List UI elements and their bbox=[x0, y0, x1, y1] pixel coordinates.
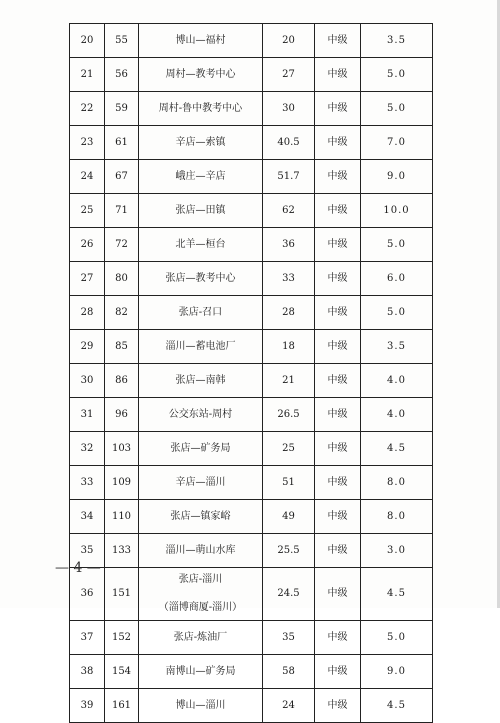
cell-seq: 32 bbox=[70, 432, 105, 466]
cell-seq: 22 bbox=[70, 92, 105, 126]
cell-grade: 中级 bbox=[315, 621, 361, 655]
table-row bbox=[70, 500, 433, 534]
cell-line-number: 85 bbox=[105, 330, 139, 364]
cell-seq: 34 bbox=[70, 500, 105, 534]
cell-grade: 中级 bbox=[315, 24, 361, 58]
route-name-alt: （淄博商厦-淄川） bbox=[158, 602, 243, 613]
table-row bbox=[70, 364, 433, 398]
cell-line-number: 151 bbox=[105, 568, 139, 621]
cell-fare: 7.0 bbox=[361, 126, 433, 160]
cell-line-number: 55 bbox=[105, 24, 139, 58]
cell-route: 公交东站-周村 bbox=[139, 398, 263, 432]
cell-seq: 24 bbox=[70, 160, 105, 194]
cell-line-number: 152 bbox=[105, 621, 139, 655]
table-row bbox=[70, 24, 433, 58]
cell-line-number: 71 bbox=[105, 194, 139, 228]
table-row bbox=[70, 330, 433, 364]
cell-distance: 26.5 bbox=[263, 398, 315, 432]
cell-route: 张店—南韩 bbox=[139, 364, 263, 398]
cell-distance: 51 bbox=[263, 466, 315, 500]
cell-grade: 中级 bbox=[315, 160, 361, 194]
cell-seq: 36 bbox=[70, 568, 105, 621]
cell-distance: 24.5 bbox=[263, 568, 315, 621]
cell-line-number: 154 bbox=[105, 655, 139, 689]
cell-fare: 3.0 bbox=[361, 534, 433, 568]
cell-distance: 33 bbox=[263, 262, 315, 296]
cell-route: 周村-鲁中教考中心 bbox=[139, 92, 263, 126]
cell-line-number: 56 bbox=[105, 58, 139, 92]
cell-distance: 27 bbox=[263, 58, 315, 92]
table-row bbox=[70, 466, 433, 500]
cell-fare: 4.0 bbox=[361, 398, 433, 432]
table-row bbox=[70, 126, 433, 160]
cell-distance: 25.5 bbox=[263, 534, 315, 568]
cell-distance: 24 bbox=[263, 689, 315, 723]
cell-line-number: 161 bbox=[105, 689, 139, 723]
cell-fare: 4.5 bbox=[361, 568, 433, 621]
cell-seq: 26 bbox=[70, 228, 105, 262]
cell-line-number: 86 bbox=[105, 364, 139, 398]
cell-grade: 中级 bbox=[315, 296, 361, 330]
cell-distance: 51.7 bbox=[263, 160, 315, 194]
cell-grade: 中级 bbox=[315, 655, 361, 689]
cell-line-number: 80 bbox=[105, 262, 139, 296]
cell-line-number: 96 bbox=[105, 398, 139, 432]
cell-fare: 3.5 bbox=[361, 330, 433, 364]
cell-route: 张店-召口 bbox=[139, 296, 263, 330]
cell-seq: 28 bbox=[70, 296, 105, 330]
cell-grade: 中级 bbox=[315, 398, 361, 432]
cell-fare: 5.0 bbox=[361, 92, 433, 126]
table-row bbox=[70, 689, 433, 723]
cell-grade: 中级 bbox=[315, 534, 361, 568]
cell-seq: 33 bbox=[70, 466, 105, 500]
cell-seq: 38 bbox=[70, 655, 105, 689]
cell-distance: 28 bbox=[263, 296, 315, 330]
table-body bbox=[70, 24, 433, 723]
cell-distance: 40.5 bbox=[263, 126, 315, 160]
cell-grade: 中级 bbox=[315, 466, 361, 500]
cell-fare: 9.0 bbox=[361, 160, 433, 194]
cell-route: 峨庄—辛店 bbox=[139, 160, 263, 194]
cell-line-number: 109 bbox=[105, 466, 139, 500]
cell-distance: 62 bbox=[263, 194, 315, 228]
cell-route: 淄川—萌山水库 bbox=[139, 534, 263, 568]
cell-grade: 中级 bbox=[315, 228, 361, 262]
table-row bbox=[70, 655, 433, 689]
cell-grade: 中级 bbox=[315, 500, 361, 534]
cell-distance: 21 bbox=[263, 364, 315, 398]
cell-route: 张店-炼油厂 bbox=[139, 621, 263, 655]
table-row bbox=[70, 621, 433, 655]
cell-grade: 中级 bbox=[315, 432, 361, 466]
cell-seq: 30 bbox=[70, 364, 105, 398]
cell-line-number: 110 bbox=[105, 500, 139, 534]
cell-distance: 58 bbox=[263, 655, 315, 689]
cell-fare: 4.0 bbox=[361, 364, 433, 398]
cell-seq: 25 bbox=[70, 194, 105, 228]
cell-seq: 37 bbox=[70, 621, 105, 655]
cell-fare: 9.0 bbox=[361, 655, 433, 689]
cell-distance: 30 bbox=[263, 92, 315, 126]
cell-seq: 21 bbox=[70, 58, 105, 92]
cell-distance: 36 bbox=[263, 228, 315, 262]
table-row bbox=[70, 58, 433, 92]
cell-seq: 39 bbox=[70, 689, 105, 723]
cell-distance: 18 bbox=[263, 330, 315, 364]
cell-route: 张店—矿务局 bbox=[139, 432, 263, 466]
route-name: 张店-淄川 bbox=[178, 574, 223, 585]
table-row bbox=[70, 398, 433, 432]
cell-route: 博山—福村 bbox=[139, 24, 263, 58]
cell-distance: 20 bbox=[263, 24, 315, 58]
table-row bbox=[70, 228, 433, 262]
cell-grade: 中级 bbox=[315, 568, 361, 621]
cell-fare: 5.0 bbox=[361, 621, 433, 655]
cell-route: 周村—教考中心 bbox=[139, 58, 263, 92]
cell-route: 淄川—蓄电池厂 bbox=[139, 330, 263, 364]
cell-line-number: 72 bbox=[105, 228, 139, 262]
table-row bbox=[70, 534, 433, 568]
cell-route: 北羊—桓台 bbox=[139, 228, 263, 262]
cell-seq: 29 bbox=[70, 330, 105, 364]
cell-distance: 35 bbox=[263, 621, 315, 655]
page-number: — 4 — bbox=[55, 560, 101, 576]
cell-grade: 中级 bbox=[315, 330, 361, 364]
cell-route: 南博山—矿务局 bbox=[139, 655, 263, 689]
cell-grade: 中级 bbox=[315, 58, 361, 92]
table-row bbox=[70, 432, 433, 466]
table-row bbox=[70, 296, 433, 330]
cell-line-number: 82 bbox=[105, 296, 139, 330]
table-row bbox=[70, 262, 433, 296]
cell-fare: 5.0 bbox=[361, 296, 433, 330]
cell-grade: 中级 bbox=[315, 194, 361, 228]
table-row bbox=[70, 194, 433, 228]
cell-route: 辛店—淄川 bbox=[139, 466, 263, 500]
cell-route: 张店—田镇 bbox=[139, 194, 263, 228]
cell-seq: 20 bbox=[70, 24, 105, 58]
cell-line-number: 67 bbox=[105, 160, 139, 194]
fare-table bbox=[69, 23, 433, 723]
table-row bbox=[70, 160, 433, 194]
cell-distance: 25 bbox=[263, 432, 315, 466]
cell-seq: 35 bbox=[70, 534, 105, 568]
cell-route: 张店—镇家峪 bbox=[139, 500, 263, 534]
cell-route: 辛店—索镇 bbox=[139, 126, 263, 160]
cell-fare: 4.5 bbox=[361, 689, 433, 723]
cell-route: 张店—教考中心 bbox=[139, 262, 263, 296]
cell-grade: 中级 bbox=[315, 364, 361, 398]
cell-line-number: 59 bbox=[105, 92, 139, 126]
cell-fare: 5.0 bbox=[361, 228, 433, 262]
cell-line-number: 133 bbox=[105, 534, 139, 568]
cell-fare: 8.0 bbox=[361, 500, 433, 534]
cell-route: 博山—淄川 bbox=[139, 689, 263, 723]
table-row bbox=[70, 92, 433, 126]
cell-grade: 中级 bbox=[315, 689, 361, 723]
cell-fare: 10.0 bbox=[361, 194, 433, 228]
cell-fare: 5.0 bbox=[361, 58, 433, 92]
cell-line-number: 103 bbox=[105, 432, 139, 466]
cell-route bbox=[139, 568, 263, 621]
cell-fare: 4.5 bbox=[361, 432, 433, 466]
cell-seq: 27 bbox=[70, 262, 105, 296]
cell-grade: 中级 bbox=[315, 126, 361, 160]
cell-seq: 31 bbox=[70, 398, 105, 432]
cell-distance: 49 bbox=[263, 500, 315, 534]
cell-grade: 中级 bbox=[315, 262, 361, 296]
cell-line-number: 61 bbox=[105, 126, 139, 160]
cell-fare: 8.0 bbox=[361, 466, 433, 500]
table-row bbox=[70, 568, 433, 621]
cell-fare: 3.5 bbox=[361, 24, 433, 58]
cell-grade: 中级 bbox=[315, 92, 361, 126]
cell-fare: 6.0 bbox=[361, 262, 433, 296]
cell-seq: 23 bbox=[70, 126, 105, 160]
